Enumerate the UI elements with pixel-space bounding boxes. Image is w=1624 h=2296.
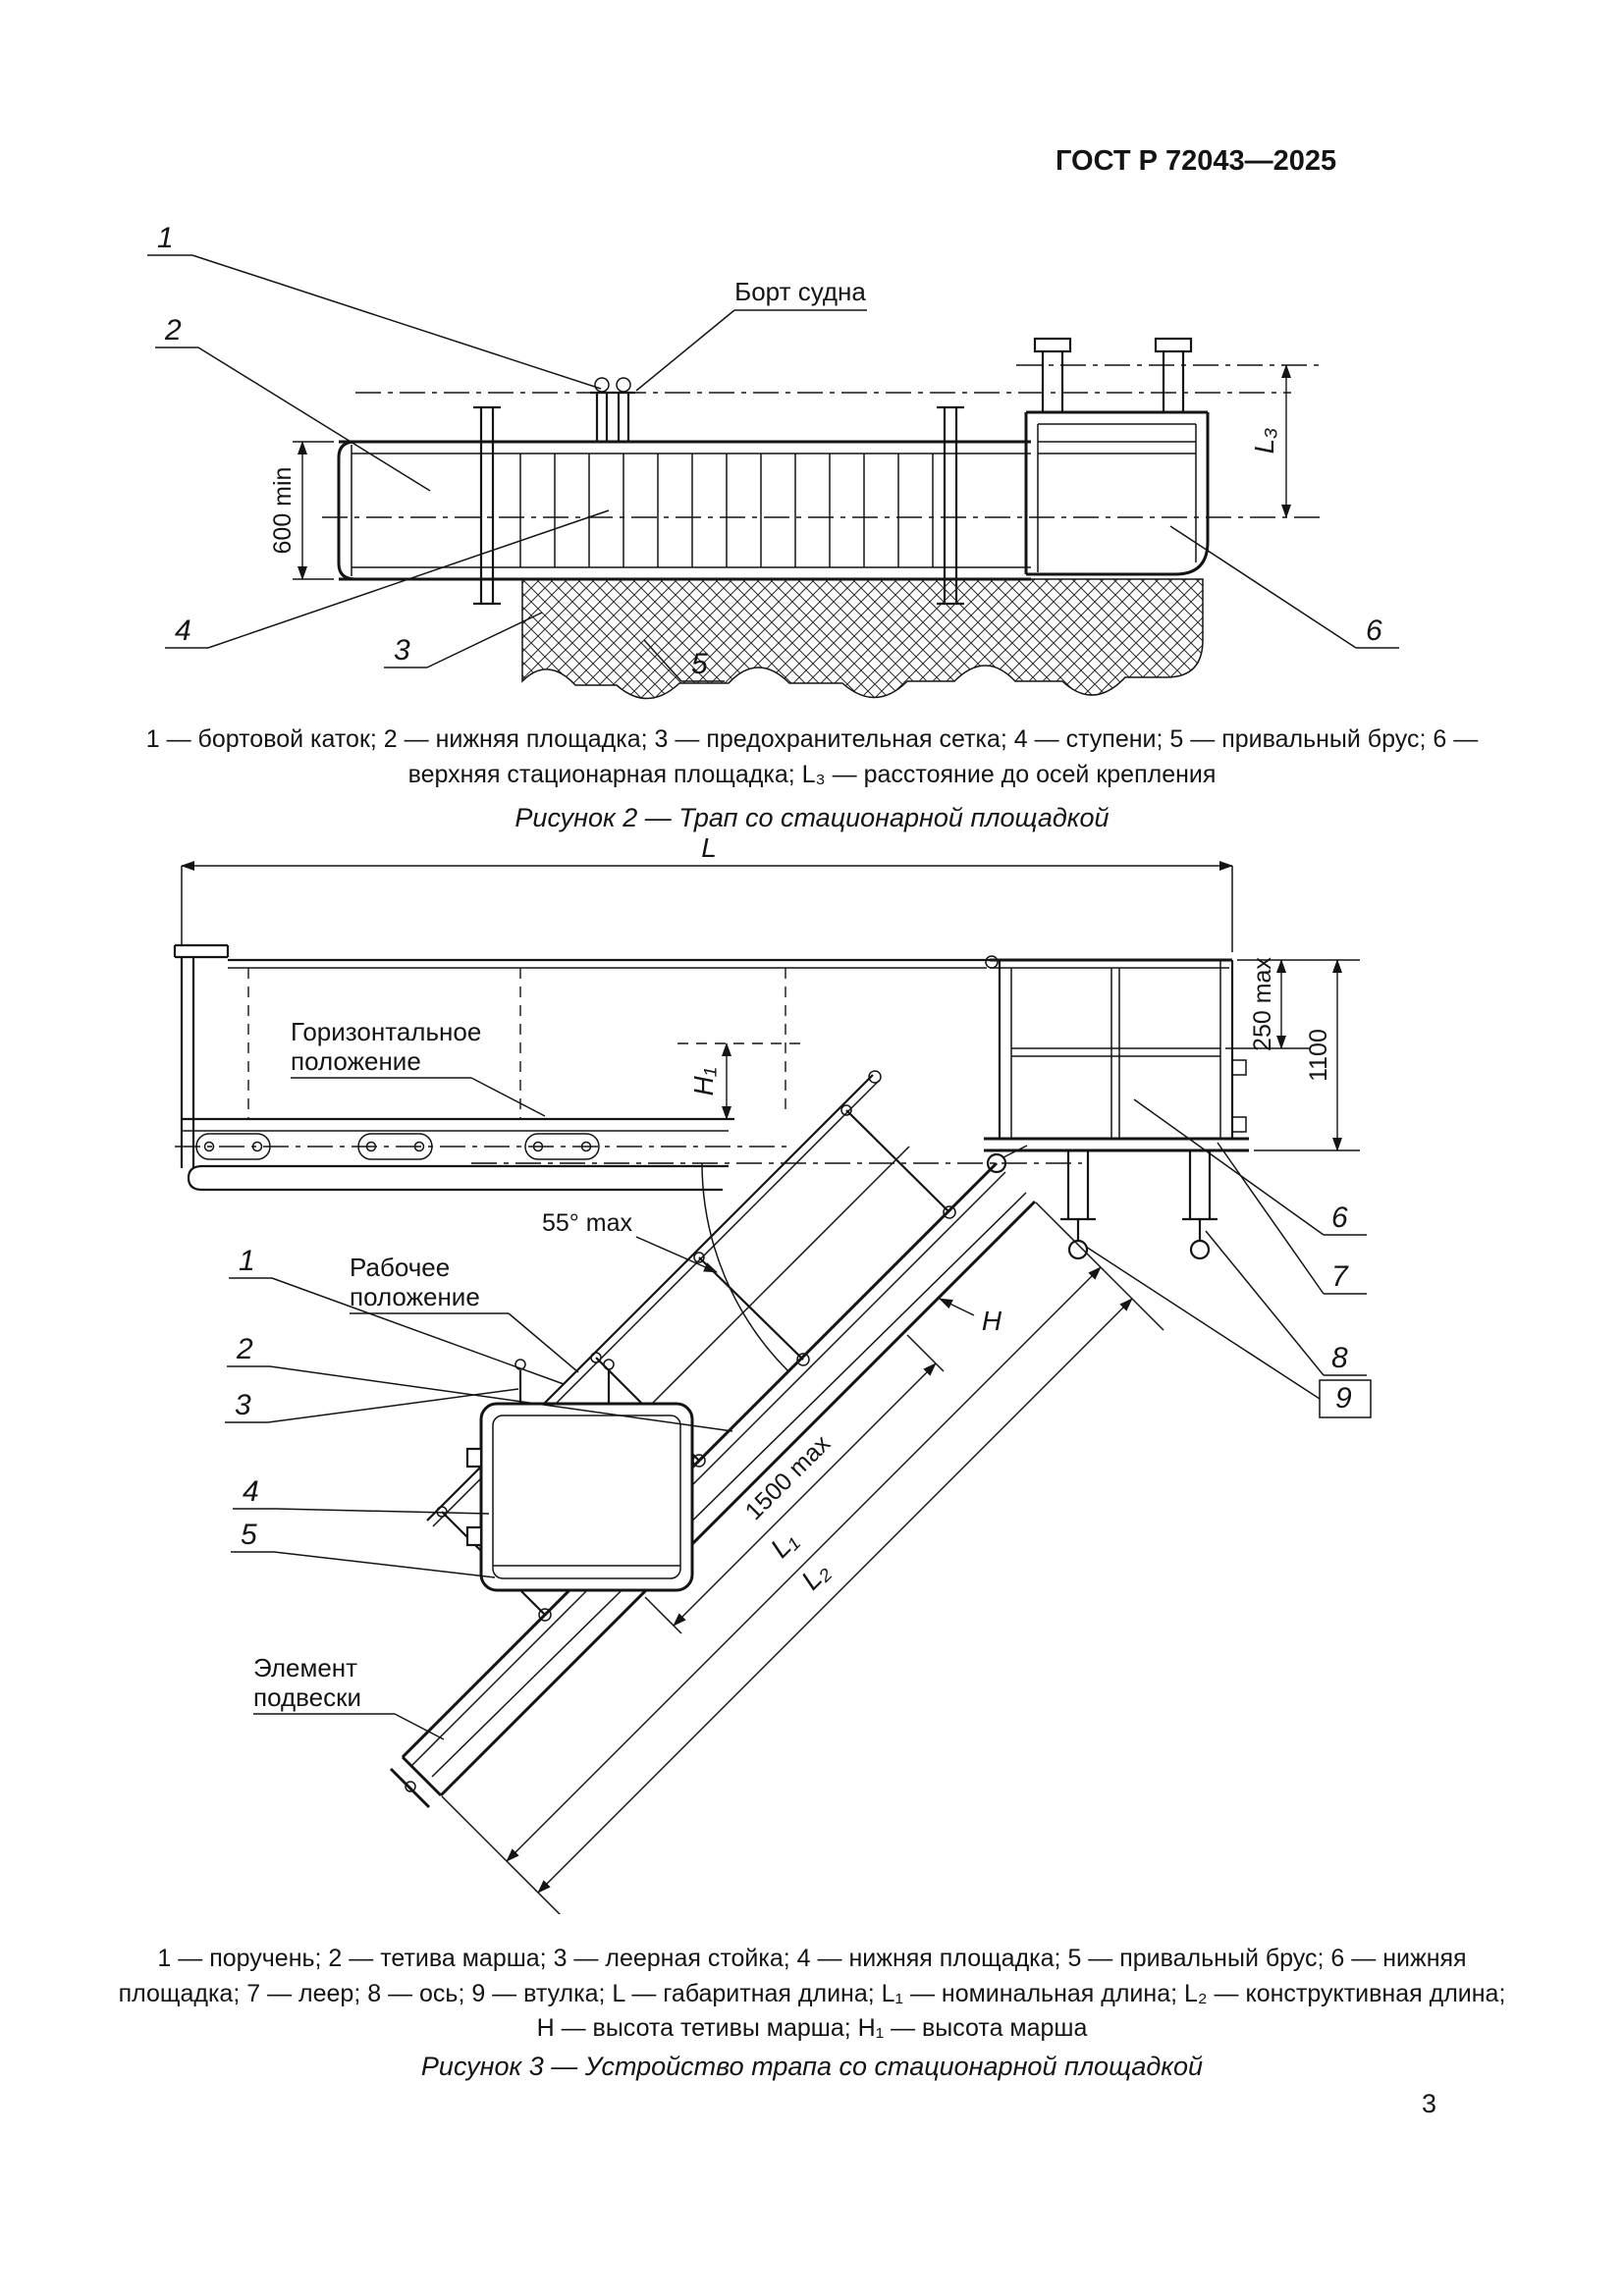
figure2-drawing bbox=[98, 196, 1473, 717]
callout-1: 1 bbox=[239, 1245, 255, 1277]
dim-600-label: 600 min bbox=[269, 466, 297, 555]
fender-crosshatch bbox=[522, 579, 1203, 699]
callout-8: 8 bbox=[1331, 1342, 1348, 1374]
angle-55-label: 55° max bbox=[542, 1209, 632, 1237]
dim-H-label: H bbox=[981, 1306, 1002, 1336]
dim-L2-label: L₂ bbox=[795, 1556, 836, 1596]
page-number: 3 bbox=[1422, 2089, 1437, 2118]
callout-4: 4 bbox=[243, 1475, 259, 1508]
ship-side-text: Борт судна bbox=[734, 277, 866, 306]
dim-L3-label: L₃ bbox=[1249, 427, 1279, 454]
dimension-H bbox=[940, 1299, 1002, 1336]
dimension-L3 bbox=[1249, 365, 1286, 517]
figure3-legend: 1 — поручень; 2 — тетива марша; 3 — леерная стойка; 4 — нижняя площадка; 5 — привальный брус; 6 — нижняя площадка; 7 — леер; 8 — ось; 9 — втулка; L — габаритная длина; L₁ — номинальная длина; L₂ — конструктивная длина; H — высота тетивы марша; H₁ — высота марша bbox=[118, 1945, 1506, 2042]
working-position-label bbox=[350, 1253, 578, 1372]
dim-1500-label: 1500 max bbox=[739, 1429, 837, 1526]
suspension-label bbox=[253, 1653, 444, 1739]
callout-2: 2 bbox=[165, 314, 182, 347]
net-frame-posts bbox=[473, 407, 964, 604]
dimension-600min bbox=[269, 442, 334, 579]
callout-5: 5 bbox=[691, 648, 708, 680]
dim-250-label: 250 max bbox=[1249, 957, 1276, 1051]
suspension-line2: подвески bbox=[253, 1682, 362, 1712]
handrail-hinge bbox=[986, 956, 998, 968]
figure3-caption: Рисунок 3 — Устройство трапа со стационарной площадкой bbox=[420, 2052, 1204, 2081]
gangway-body bbox=[339, 378, 1031, 604]
dim-H1-label: H₁ bbox=[688, 1067, 719, 1096]
working-position-line1: Рабочее bbox=[350, 1253, 451, 1282]
figure3-callouts bbox=[225, 1099, 1371, 1577]
dim-L1-label: L₁ bbox=[764, 1524, 803, 1564]
callout-3: 3 bbox=[235, 1389, 251, 1421]
callout-4: 4 bbox=[175, 614, 191, 647]
dimension-H1 bbox=[677, 1043, 801, 1119]
dim-1100-label: 1100 bbox=[1305, 1029, 1332, 1082]
figure2-caption: Рисунок 2 — Трап со стационарной площадкой bbox=[514, 803, 1110, 832]
gangway-steps bbox=[520, 454, 933, 567]
working-position-line2: положение bbox=[350, 1282, 480, 1311]
angle-label bbox=[542, 1209, 717, 1272]
callout-5: 5 bbox=[241, 1519, 257, 1551]
horizontal-position-label bbox=[291, 1017, 545, 1116]
dim-L-label: L bbox=[701, 834, 717, 863]
upper-stationary-platform bbox=[1026, 339, 1208, 574]
dimension-L bbox=[182, 834, 1232, 952]
platform-legs-and-pins bbox=[1060, 1150, 1218, 1258]
lower-platform bbox=[467, 1360, 692, 1590]
callout-3: 3 bbox=[394, 634, 410, 667]
callout-6: 6 bbox=[1366, 614, 1382, 647]
ship-side-label bbox=[636, 277, 867, 391]
suspension-element bbox=[391, 1769, 429, 1807]
standard-number: ГОСТ Р 72043—2025 bbox=[1056, 145, 1337, 177]
horizontal-position-line2: положение bbox=[291, 1046, 421, 1076]
figure3-drawing bbox=[98, 834, 1473, 1914]
callout-1: 1 bbox=[157, 222, 174, 254]
callout-7: 7 bbox=[1331, 1260, 1348, 1293]
callout-6: 6 bbox=[1331, 1201, 1348, 1234]
figure2-legend: 1 — бортовой каток; 2 — нижняя площадка; 3 — предохранительная сетка; 4 — ступени; 5 — привальный брус; 6 — верхняя стационарная площадка; L₃ — расстояние до осей крепления bbox=[145, 725, 1479, 788]
dimension-250max bbox=[1225, 957, 1360, 1051]
callout-9: 9 bbox=[1335, 1382, 1352, 1415]
callout-2: 2 bbox=[237, 1333, 253, 1365]
suspension-line1: Элемент bbox=[253, 1653, 358, 1682]
horizontal-position-line1: Горизонтальное bbox=[291, 1017, 482, 1046]
